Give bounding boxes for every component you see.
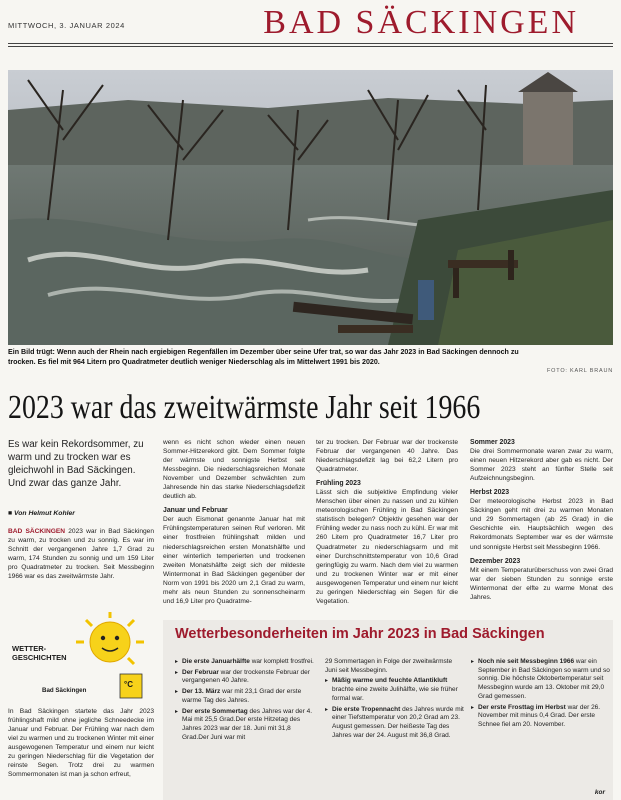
logo-line-2: GESCHICHTEN [12, 653, 67, 662]
article-author [8, 510, 75, 517]
sommer-text: Die drei Sommermonate waren zwar zu warm, einen neuen Hitzerekord aber gab es nicht. Der Sommer 2023 steht an fünfter Stelle seit Aufzeichnungsbeginn. [470, 448, 613, 483]
author-bar: ■ [8, 510, 14, 517]
box-item: ▸ Mäßig warme und feuchte Atlantikluft brachte eine zweite Julihälfte, wie sie früher formal war. [325, 677, 465, 703]
photo-credit: FOTO: KARL BRAUN [547, 368, 613, 374]
article-column-4 [470, 438, 613, 602]
article-column-1-bottom: In Bad Säckingen startete das Jahr 2023 frühlingshaft mild ohne jegliche Schneedecke im Januar und Februar. Der Frühling war nach dem viel zu warmen und zu trockenen Winter mit einer ausgewogenen Temperatur und einem nur leicht zu geringen Niederschlag für die Vegetation der reinste Segen. Trotz drei zu warmen Sommermonaten ist man ja schon erfreut, [8, 708, 154, 779]
header-rule-thin [8, 46, 613, 47]
box-column-3 [471, 658, 611, 732]
box-item: ▸ Der erste Sommertag des Jahres war der 4. Mai mit 25,5 Grad.Der erste Hitzetag des Jahres 2023 war der 18. Juni mit 31,8 Grad.Der Juni war mit [175, 708, 315, 743]
flood-photo [8, 70, 613, 345]
box-item: ▸ Die erste Januarhälfte war komplett frostfrei. [175, 658, 315, 667]
header-rule [8, 43, 613, 44]
author-name: Von Helmut Kohler [14, 510, 75, 517]
issue-date: MITTWOCH, 3. JANUAR 2024 [8, 21, 125, 30]
logo-place: Bad Säckingen [42, 687, 87, 694]
wettergeschichten-logo [8, 612, 154, 704]
article-intro [8, 527, 154, 581]
logo-title [12, 644, 67, 662]
section-heading-sommer: Sommer 2023 [470, 439, 515, 446]
dezember-text: Mit einem Temperaturüberschuss von zwei Grad war der sieben Stunden zu sonnige erste Wintermonat der elfte zu warme Monat des Jahres. [470, 566, 613, 601]
article-column-3 [316, 438, 458, 606]
logo-line-1: WETTER- [12, 644, 47, 653]
col3-top: ter zu trocken. Der Februar war der trockenste Februar der vergangenen 40 Jahre. Das Niederschlagsdefizit lag bei 62,2 Litern pro Quadratmeter. [316, 439, 458, 474]
section-heading-januar: Januar und Februar [163, 507, 228, 515]
box-column-1 [175, 658, 315, 744]
box-item: ▸ Der erste Frosttag im Herbst war der 26. November mit minus 0,4 Grad. Der erste Schnee fiel am 20. November. [471, 704, 611, 730]
box-item: ▸ Noch nie seit Messbeginn 1966 war ein September in Bad Säckingen so warm und so sonnig. Die höchste Oktobertemperatur seit Messbeginn wurde am 13. Oktober mit 29,0 Grad gemessen. [471, 658, 611, 702]
box-col2-lead: 29 Sommertagen in Folge der zweitwärmste Juni seit Messbeginn. [325, 658, 453, 674]
author-signature: kor [594, 789, 605, 796]
col3-text: Lässt sich die subjektive Empfindung vieler Menschen über einen zu nassen und zu kühlen meteorologischen Frühling in Bad Säckingen statistisch belegen? Objektiv gesehen war der Frühling weder zu nass noch zu kühl. Er war mit 260 Litern pro Quadratmeter 16,7 Liter pro Quadratmeter zu niederschlagsarm und mit einer Durchschnittstemperatur von 10,6 Grad geringfügig zu warm. Nach dem viel zu warmen und zu trockenen Winter war er mit einer ausgewogenen Temperatur und einem nur leicht zu geringen Niederschlag ein Segen für die Vegetation. [316, 489, 458, 605]
caption-line-2: trocken. Es fiel mit 964 Litern pro Quadratmeter deutlich weniger Niederschlag als im Mittelwert 1991 bis 2020. [8, 358, 380, 366]
box-item: ▸ Die erste Tropennacht des Jahres wurde mit einer Tiefsttemperatur von 20,2 Grad am 23. August gemessen. Der heißeste Tag des Jahres war der 24. August mit 36,8 Grad. [325, 706, 465, 741]
box-title: Wetterbesonderheiten im Jahr 2023 in Bad Säckingen [175, 626, 545, 642]
dateline: BAD SÄCKINGEN [8, 528, 66, 535]
col2-top: wenn es nicht schon wieder einen neuen Sommer-Hitzerekord gibt. Dem Sommer folgte der wärmste und sonnigste Herbst seit Messbeginn. Die niederschlagsreichen Monate November und Dezember schwächten zum Jahresende hin das starke Niederschlagsdefizit deutlich ab. [163, 439, 305, 501]
logo-unit: °C [124, 680, 133, 689]
masthead-title: BAD SÄCKINGEN [263, 4, 579, 41]
section-heading-fruehling: Frühling 2023 [316, 480, 361, 488]
col2-text: Der auch Eismonat genannte Januar hat mit Frühlingstemperaturen seinen Ruf verloren. Mit einer frostfreien frühlingshaft milden und niederschlagsreichen ersten Monatshälfte und einer winterlich temperierten und trockenen zweiten Monatshälfte zeigt sich der mildeste Wintermonat in Bad Säckingen gegenüber der Norm von 1991 bis 2020 um 2,1 Grad zu warm, mehr als neun Stunden zu sonnenscheinarm und 16,9 Liter pro Quadratme- [163, 516, 305, 605]
box-item: ▸ Der 13. März war mit 23,1 Grad der erste warme Tag des Jahres. [175, 688, 315, 705]
article-column-2 [163, 438, 305, 606]
box-column-2 [325, 658, 465, 742]
weather-highlights-box [163, 620, 613, 800]
page-header [0, 0, 621, 44]
article-lead: Es war kein Rekordsommer, zu warm und zu trocken war es gleichwohl in Bad Säckingen. Und zwar das ganze Jahr. [8, 439, 144, 489]
section-heading-dezember: Dezember 2023 [470, 557, 521, 565]
intro-text: 2023 war in Bad Säckingen zu warm, zu trocken und zu sonnig. Es war im Schnitt der vergangenen Jahre 1,7 Grad zu warm, 174 Stunden zu sonnig und um 159 Liter pro Quadratmeter zu trocken. Seit Messbeginn 1966 war es das zweitwärmste Jahr. [8, 528, 154, 581]
photo-caption [8, 347, 613, 367]
caption-line-1: Ein Bild trügt: Wenn auch der Rhein nach ergiebigen Regenfällen im Dezember über seine Ufer trat, so war das Jahr 2023 in Bad Säckingen dennoch zu [8, 348, 519, 356]
section-heading-herbst: Herbst 2023 [470, 489, 510, 497]
box-item: ▸ Der Februar war der trockenste Februar der vergangenen 40 Jahre. [175, 669, 315, 686]
herbst-text: Der meteorologische Herbst 2023 in Bad Säckingen geht mit drei zu warmen Monaten und 29 Sommertagen (ab 25 Grad) in die Geschichte ein. Hauptsächlich wegen des Rekordmonats September war es der wärmste und sonnigste Herbst seit Messbeginn 1966. [470, 498, 613, 551]
article-headline: 2023 war das zweitwärmste Jahr seit 1966 [8, 389, 481, 426]
